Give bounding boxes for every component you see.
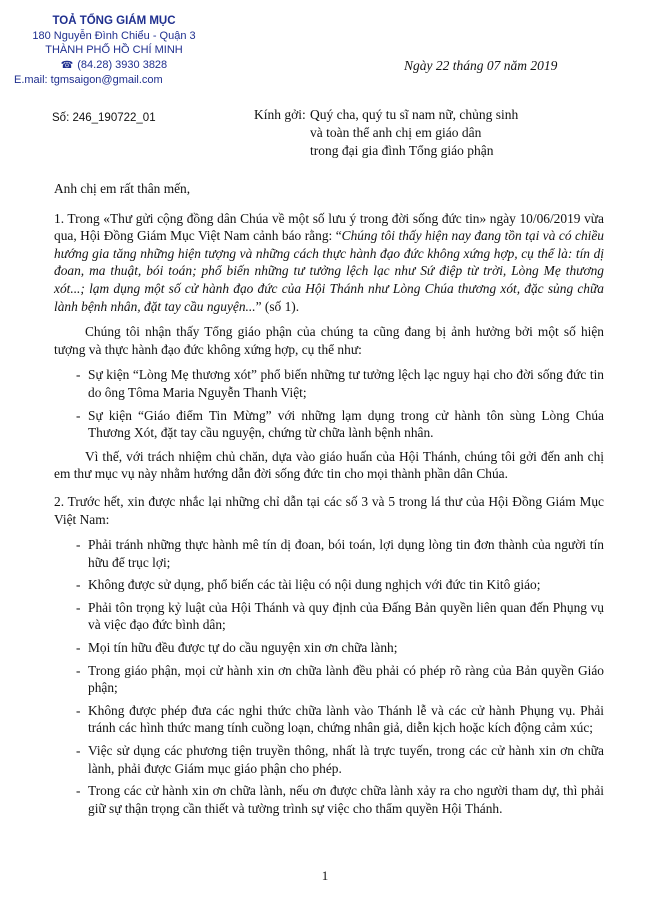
paragraph-1c: Vì thế, với trách nhiệm chủ chăn, dựa vào giáo huấn của Hội Thánh, chúng tôi gởi đến anh chị em thư mục vụ này nhằm hướng dẫn đời sống đức tin cho mọi thành phần dân Chúa. [54, 448, 604, 482]
phone-number: (84.28) 3930 3828 [77, 58, 168, 71]
recipient-line: và toàn thể anh chị em giáo dân [310, 125, 482, 140]
organization-phone [14, 58, 214, 74]
recipient-lines [310, 106, 610, 160]
paragraph-1-intro: 1. Trong «Thư gửi cộng đồng dân Chúa về một số lưu ý trong đời sống đức tin» ngày 10/06/2019 vừa qua, Hội Đồng Giám Mục Việt Nam cảnh báo rằng: “ [54, 210, 604, 244]
letterhead [14, 14, 214, 88]
list-item: - Việc sử dụng các phương tiện truyền thông, nhất là trực tuyến, trong các cử hành xin ơn chữa lành, phải được Giám mục giáo phận cho phép. [76, 742, 604, 777]
page-number: 1 [321, 868, 329, 883]
organization-city: THÀNH PHỐ HỒ CHÍ MINH [45, 44, 183, 56]
paragraph-1b: Chúng tôi nhận thấy Tổng giáo phận của chúng ta cũng đang bị ảnh hưởng bởi một số hiện tượng và thực hành đạo đức không xứng hợp, cụ thể như: [54, 324, 604, 357]
list-item: - Phải tránh những thực hành mê tín dị đoan, bói toán, lợi dụng lòng tin đơn thành của người tín hữu để trục lợi; [76, 536, 604, 571]
recipient-block [254, 106, 610, 160]
list-item: - Mọi tín hữu đều được tự do cầu nguyện xin ơn chữa lành; [76, 639, 604, 657]
paragraph-1-quote: Chúng tôi thấy hiện nay đang tồn tại và có chiều hướng gia tăng những hiện tượng và những cách thực hành đạo đức không xứng hợp, cụ thể là: tín dị đoan, ma thuật, bói toán; phổ biến những tư tưởng lệch lạc như Sứ điệp từ trời, Lòng Mẹ thương xót...; lạm dụng một số cử hành đạo đức của Hội Thánh như Lòng Chúa thương xót, đặc sủng chữa lành bệnh nhân, đặt tay cầu nguyện... [54, 228, 605, 314]
list-item: - Không được sử dụng, phổ biến các tài liệu có nội dung nghịch với đức tin Kitô giáo; [76, 576, 604, 594]
paragraph-1-outro: ” (số 1). [255, 298, 300, 314]
list-item: - Phải tôn trọng kỷ luật của Hội Thánh và quy định của Đấng Bản quyền liên quan đến Phụng vụ và việc đạo đức bình dân; [76, 599, 604, 634]
reference-number: Số: 246_190722_01 [52, 112, 156, 124]
greeting: Anh chị em rất thân mến, [54, 181, 191, 196]
organization-name: TOẢ TỔNG GIÁM MỤC [52, 15, 176, 27]
list-item: - Trong các cử hành xin ơn chữa lành, nếu ơn được chữa lành xảy ra cho người tham dự, thì phải giữ sự thận trọng cần thiết và tường trình sự việc cho thẩm quyền Hội Thánh. [76, 782, 604, 817]
phone-icon: ☎ [60, 59, 74, 71]
recipient-line: trong đại gia đình Tổng giáo phận [310, 143, 494, 158]
letter-body [54, 180, 604, 822]
recipient-line: Quý cha, quý tu sĩ nam nữ, chủng sinh [310, 107, 519, 122]
paragraph-2: 2. Trước hết, xin được nhắc lại những chỉ dẫn tại các số 3 và 5 trong lá thư của Hội Đồng Giám Mục Việt Nam: [54, 493, 604, 527]
paragraph-1 [54, 210, 604, 316]
organization-email: E.mail: tgmsaigon@gmail.com [14, 74, 163, 86]
list-item: - Sự kiện “Giáo điểm Tin Mừng” với những lạm dụng trong cử hành tôn sùng Lòng Chúa Thương Xót, đặt tay cầu nguyện, chứng từ chữa lành bệnh nhân. [76, 407, 604, 442]
organization-address: 180 Nguyễn Đình Chiểu - Quận 3 [32, 29, 196, 42]
letter-date: Ngày 22 tháng 07 năm 2019 [404, 58, 558, 73]
recipient-label: Kính gởi: [254, 107, 306, 122]
list-item: - Trong giáo phận, mọi cử hành xin ơn chữa lành đều phải có phép rõ ràng của Bản quyền Giáo phận; [76, 662, 604, 697]
list-item: - Không được phép đưa các nghi thức chữa lành vào Thánh lễ và các cử hành Phụng vụ. Phải tránh các hình thức mang tính cuồng loạn, chứng nhân giả, diễn kịch hoặc kích động cảm xúc; [76, 702, 604, 737]
list-item: - Sự kiện “Lòng Mẹ thương xót” phổ biến những tư tưởng lệch lạc nguy hại cho đời sống đức tin do ông Tôma Maria Nguyễn Thanh Việt; [76, 366, 604, 401]
